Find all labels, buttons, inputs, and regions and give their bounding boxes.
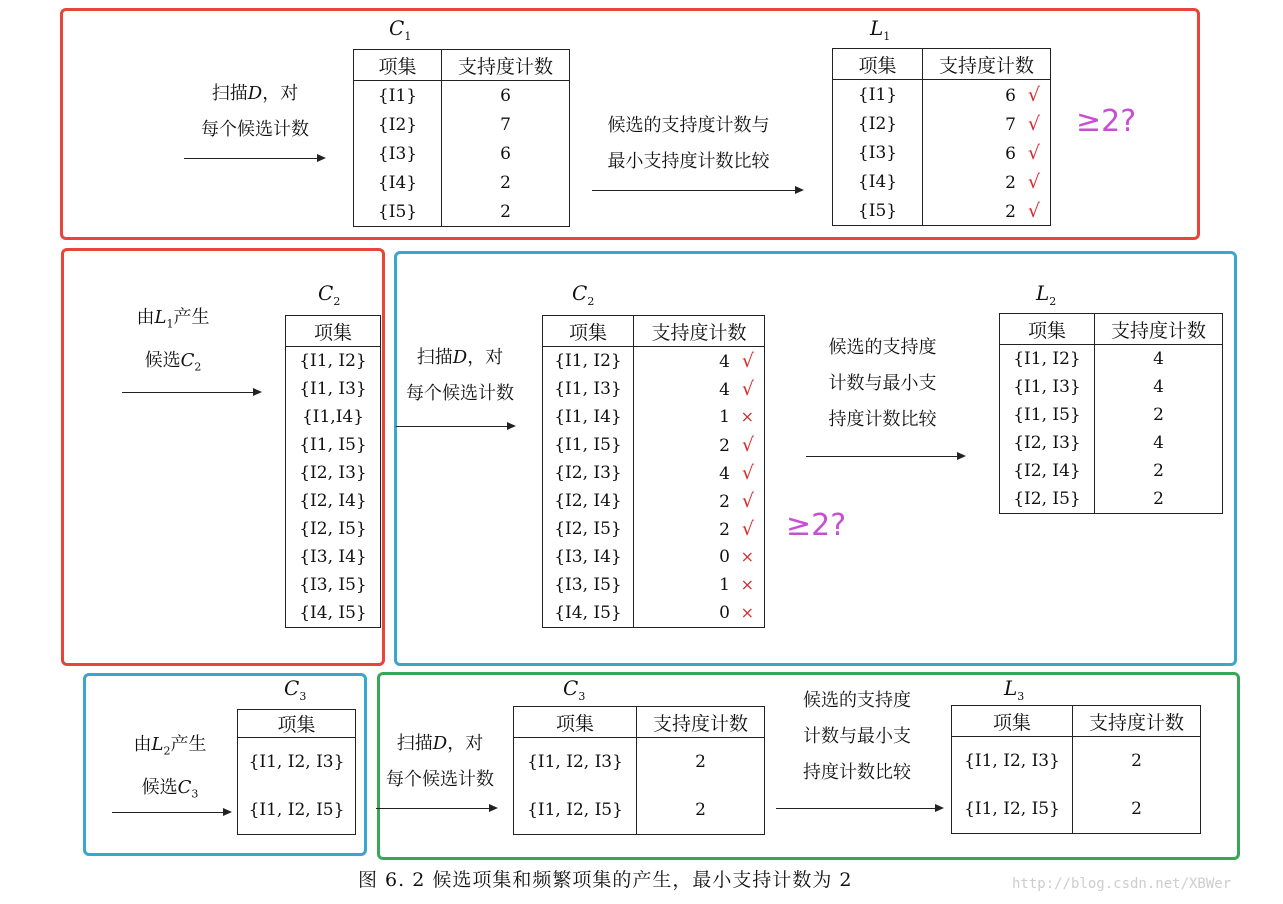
table-row — [1000, 373, 1223, 401]
table-c2-counted — [542, 315, 765, 628]
itemset-cell: {I1, I2, I5} — [514, 786, 637, 835]
support-count: 2 — [719, 492, 730, 512]
header-support: 支持度计数 — [637, 707, 765, 738]
header-itemset: 项集 — [1000, 314, 1095, 345]
itemset-cell: {I1, I4} — [543, 403, 634, 431]
generate-c2-caption: 由$L_1$产生 候选$C_2$ — [136, 307, 210, 374]
support-count: 2 — [500, 172, 511, 193]
support-count-cell — [634, 515, 765, 543]
table-row — [543, 403, 765, 431]
table-row — [286, 375, 381, 403]
check-mark-icon: √ — [741, 434, 754, 456]
table-c3-counted — [513, 706, 765, 835]
support-count-cell — [442, 168, 570, 197]
support-count-cell — [923, 80, 1051, 110]
label-c3-counted: $C_3$ — [563, 676, 586, 703]
support-count: 1 — [719, 575, 730, 595]
itemset-cell: {I2, I4} — [1000, 457, 1095, 485]
header-support: 支持度计数 — [923, 49, 1051, 80]
support-count: 7 — [500, 114, 511, 135]
support-count: 6 — [1005, 143, 1016, 164]
cross-mark-icon: × — [740, 575, 754, 594]
support-count-cell — [1095, 345, 1223, 374]
table-c3-candidates — [237, 709, 356, 835]
itemset-cell: {I1, I3} — [286, 375, 381, 403]
header-support: 支持度计数 — [634, 316, 765, 347]
itemset-cell: {I1, I2, I3} — [514, 738, 637, 787]
compare-caption-1: 候选的支持度计数与 最小支持度计数比较 — [607, 115, 770, 172]
table-row — [1000, 345, 1223, 374]
support-count-cell — [637, 786, 765, 835]
table-row — [1000, 457, 1223, 485]
support-count: 0 — [719, 603, 730, 623]
table-row — [543, 571, 765, 599]
label-c1: $C_1$ — [389, 16, 412, 43]
table-l2 — [999, 313, 1223, 514]
itemset-cell: {I1, I2} — [543, 347, 634, 376]
compare-caption-2: 候选的支持度 计数与最小支 持度计数比较 — [828, 337, 937, 430]
support-count-cell — [442, 110, 570, 139]
threshold-annotation-2: ≥2? — [786, 508, 847, 543]
table-row — [286, 431, 381, 459]
table-row — [286, 599, 381, 628]
itemset-cell: {I3, I5} — [543, 571, 634, 599]
table-row — [354, 81, 570, 111]
table-row — [833, 80, 1051, 110]
support-count-cell — [1073, 737, 1201, 786]
compare-caption-3: 候选的支持度 计数与最小支 持度计数比较 — [803, 690, 911, 783]
support-count-cell — [634, 403, 765, 431]
support-count-cell — [637, 738, 765, 787]
table-row — [1000, 485, 1223, 514]
support-count-cell — [442, 139, 570, 168]
check-mark-icon: √ — [1027, 170, 1040, 193]
support-count: 2 — [1153, 405, 1164, 425]
itemset-cell: {I4, I5} — [543, 599, 634, 628]
support-count-cell — [634, 599, 765, 628]
header-itemset: 项集 — [833, 49, 923, 80]
cross-mark-icon: × — [740, 547, 754, 566]
support-count: 1 — [719, 407, 730, 427]
table-row — [543, 375, 765, 403]
itemset-cell: {I1, I5} — [543, 431, 634, 459]
table-row — [543, 459, 765, 487]
itemset-cell: {I1, I3} — [1000, 373, 1095, 401]
support-count: 2 — [695, 800, 706, 820]
support-count: 2 — [1131, 751, 1142, 771]
table-l1 — [832, 48, 1051, 226]
support-count-cell — [923, 167, 1051, 196]
table-row — [286, 459, 381, 487]
scan-caption-2: 扫描D，对 每个候选计数 — [406, 347, 514, 404]
itemset-cell: {I3, I5} — [286, 571, 381, 599]
support-count: 4 — [719, 380, 730, 400]
check-mark-icon: √ — [741, 378, 754, 400]
itemset-cell: {I2, I5} — [286, 515, 381, 543]
support-count: 6 — [500, 143, 511, 164]
support-count-cell — [442, 197, 570, 227]
arrow-scan-3 — [376, 808, 496, 809]
table-row — [833, 138, 1051, 167]
support-count: 2 — [500, 201, 511, 222]
table-c2-candidates — [285, 315, 381, 628]
header-itemset: 项集 — [354, 50, 442, 81]
label-l1: $L_1$ — [870, 16, 891, 43]
itemset-cell: {I3} — [833, 138, 923, 167]
table-row — [543, 487, 765, 515]
itemset-cell: {I4, I5} — [286, 599, 381, 628]
support-count-cell — [923, 138, 1051, 167]
support-count-cell — [634, 543, 765, 571]
table-row — [543, 347, 765, 376]
itemset-cell: {I1, I5} — [286, 431, 381, 459]
support-count-cell — [634, 459, 765, 487]
table-row — [514, 738, 765, 787]
check-mark-icon: √ — [1027, 83, 1040, 106]
support-count: 2 — [1153, 489, 1164, 509]
support-count: 6 — [1005, 85, 1016, 106]
table-row — [238, 786, 356, 835]
table-row — [286, 347, 381, 376]
table-row — [354, 197, 570, 227]
table-row — [833, 196, 1051, 226]
header-itemset: 项集 — [952, 706, 1073, 737]
itemset-cell: {I3, I4} — [543, 543, 634, 571]
watermark: http://blog.csdn.net/XBWer — [1012, 876, 1232, 892]
support-count: 2 — [1131, 799, 1142, 819]
itemset-cell: {I2, I5} — [543, 515, 634, 543]
arrow-generate-c3 — [112, 812, 230, 813]
check-mark-icon: √ — [1027, 141, 1040, 164]
itemset-cell: {I1, I2, I5} — [238, 786, 356, 835]
itemset-cell: {I1,I4} — [286, 403, 381, 431]
table-row — [238, 738, 356, 787]
support-count-cell — [442, 81, 570, 111]
support-count: 4 — [1153, 377, 1164, 397]
table-row — [952, 785, 1201, 834]
table-row — [543, 431, 765, 459]
support-count-cell — [1095, 457, 1223, 485]
support-count: 6 — [500, 85, 511, 106]
itemset-cell: {I2, I3} — [286, 459, 381, 487]
threshold-annotation-1: ≥2? — [1076, 104, 1137, 139]
support-count: 2 — [1005, 201, 1016, 222]
support-count-cell — [923, 196, 1051, 226]
label-l2: $L_2$ — [1036, 281, 1057, 308]
itemset-cell: {I1, I5} — [1000, 401, 1095, 429]
arrow-scan-1 — [184, 158, 324, 159]
support-count: 4 — [719, 464, 730, 484]
table-row — [1000, 429, 1223, 457]
table-row — [354, 168, 570, 197]
support-count-cell — [1095, 401, 1223, 429]
table-row — [952, 737, 1201, 786]
header-support: 支持度计数 — [442, 50, 570, 81]
check-mark-icon: √ — [1027, 199, 1040, 222]
figure-caption: 图 6. 2 候选项集和频繁项集的产生，最小支持计数为 2 — [358, 869, 853, 891]
support-count-cell — [634, 375, 765, 403]
support-count-cell — [634, 347, 765, 376]
table-row — [286, 487, 381, 515]
itemset-cell: {I2, I3} — [543, 459, 634, 487]
itemset-cell: {I1, I2, I3} — [952, 737, 1073, 786]
table-row — [286, 403, 381, 431]
support-count-cell — [1095, 429, 1223, 457]
support-count: 4 — [1153, 433, 1164, 453]
support-count-cell — [634, 487, 765, 515]
support-count: 7 — [1005, 114, 1016, 135]
arrow-compare-1 — [592, 190, 802, 191]
support-count-cell — [1073, 785, 1201, 834]
itemset-cell: {I4} — [354, 168, 442, 197]
cross-mark-icon: × — [740, 603, 754, 622]
arrow-compare-2 — [806, 456, 964, 457]
header-itemset: 项集 — [286, 316, 381, 347]
scan-caption-3: 扫描D，对 每个候选计数 — [386, 733, 494, 790]
table-row — [354, 110, 570, 139]
itemset-cell: {I1, I3} — [543, 375, 634, 403]
label-c2-candidates: $C_2$ — [318, 281, 341, 308]
header-support: 支持度计数 — [1073, 706, 1201, 737]
table-row — [354, 139, 570, 168]
arrow-generate-c2 — [122, 392, 260, 393]
table-row — [833, 167, 1051, 196]
header-itemset: 项集 — [514, 707, 637, 738]
itemset-cell: {I1, I2} — [286, 347, 381, 376]
support-count-cell — [1095, 485, 1223, 514]
check-mark-icon: √ — [741, 350, 754, 372]
arrow-scan-2 — [396, 426, 514, 427]
itemset-cell: {I4} — [833, 167, 923, 196]
arrow-compare-3 — [776, 808, 942, 809]
support-count-cell — [1095, 373, 1223, 401]
itemset-cell: {I2, I3} — [1000, 429, 1095, 457]
table-row — [543, 515, 765, 543]
support-count: 4 — [719, 352, 730, 372]
check-mark-icon: √ — [1027, 112, 1040, 135]
itemset-cell: {I2, I4} — [286, 487, 381, 515]
header-itemset: 项集 — [543, 316, 634, 347]
itemset-cell: {I3} — [354, 139, 442, 168]
support-count: 2 — [719, 436, 730, 456]
itemset-cell: {I1} — [833, 80, 923, 110]
check-mark-icon: √ — [741, 490, 754, 512]
header-itemset: 项集 — [238, 710, 356, 738]
table-row — [514, 786, 765, 835]
itemset-cell: {I5} — [354, 197, 442, 227]
support-count: 2 — [1005, 172, 1016, 193]
table-row — [1000, 401, 1223, 429]
itemset-cell: {I2, I4} — [543, 487, 634, 515]
itemset-cell: {I5} — [833, 196, 923, 226]
table-row — [286, 543, 381, 571]
check-mark-icon: √ — [741, 518, 754, 540]
check-mark-icon: √ — [741, 462, 754, 484]
table-row — [286, 515, 381, 543]
itemset-cell: {I1, I2, I5} — [952, 785, 1073, 834]
header-support: 支持度计数 — [1095, 314, 1223, 345]
support-count-cell — [634, 431, 765, 459]
itemset-cell: {I1, I2, I3} — [238, 738, 356, 787]
scan-caption-1: 扫描D，对 每个候选计数 — [201, 83, 309, 140]
support-count: 2 — [1153, 461, 1164, 481]
table-row — [286, 571, 381, 599]
table-row — [543, 599, 765, 628]
support-count: 2 — [719, 520, 730, 540]
support-count: 0 — [719, 547, 730, 567]
itemset-cell: {I1, I2} — [1000, 345, 1095, 374]
table-c1 — [353, 49, 570, 227]
support-count-cell — [634, 571, 765, 599]
support-count: 4 — [1153, 349, 1164, 369]
support-count-cell — [923, 109, 1051, 138]
table-row — [543, 543, 765, 571]
itemset-cell: {I3, I4} — [286, 543, 381, 571]
table-l3 — [951, 705, 1201, 834]
table-row — [833, 109, 1051, 138]
itemset-cell: {I1} — [354, 81, 442, 111]
itemset-cell: {I2} — [833, 109, 923, 138]
label-l3: $L_3$ — [1004, 676, 1025, 703]
itemset-cell: {I2} — [354, 110, 442, 139]
label-c2-counted: $C_2$ — [572, 281, 595, 308]
label-c3-candidates: $C_3$ — [284, 676, 307, 703]
generate-c3-caption: 由$L_2$产生 候选$C_3$ — [133, 734, 207, 801]
support-count: 2 — [695, 752, 706, 772]
cross-mark-icon: × — [740, 407, 754, 426]
itemset-cell: {I2, I5} — [1000, 485, 1095, 514]
